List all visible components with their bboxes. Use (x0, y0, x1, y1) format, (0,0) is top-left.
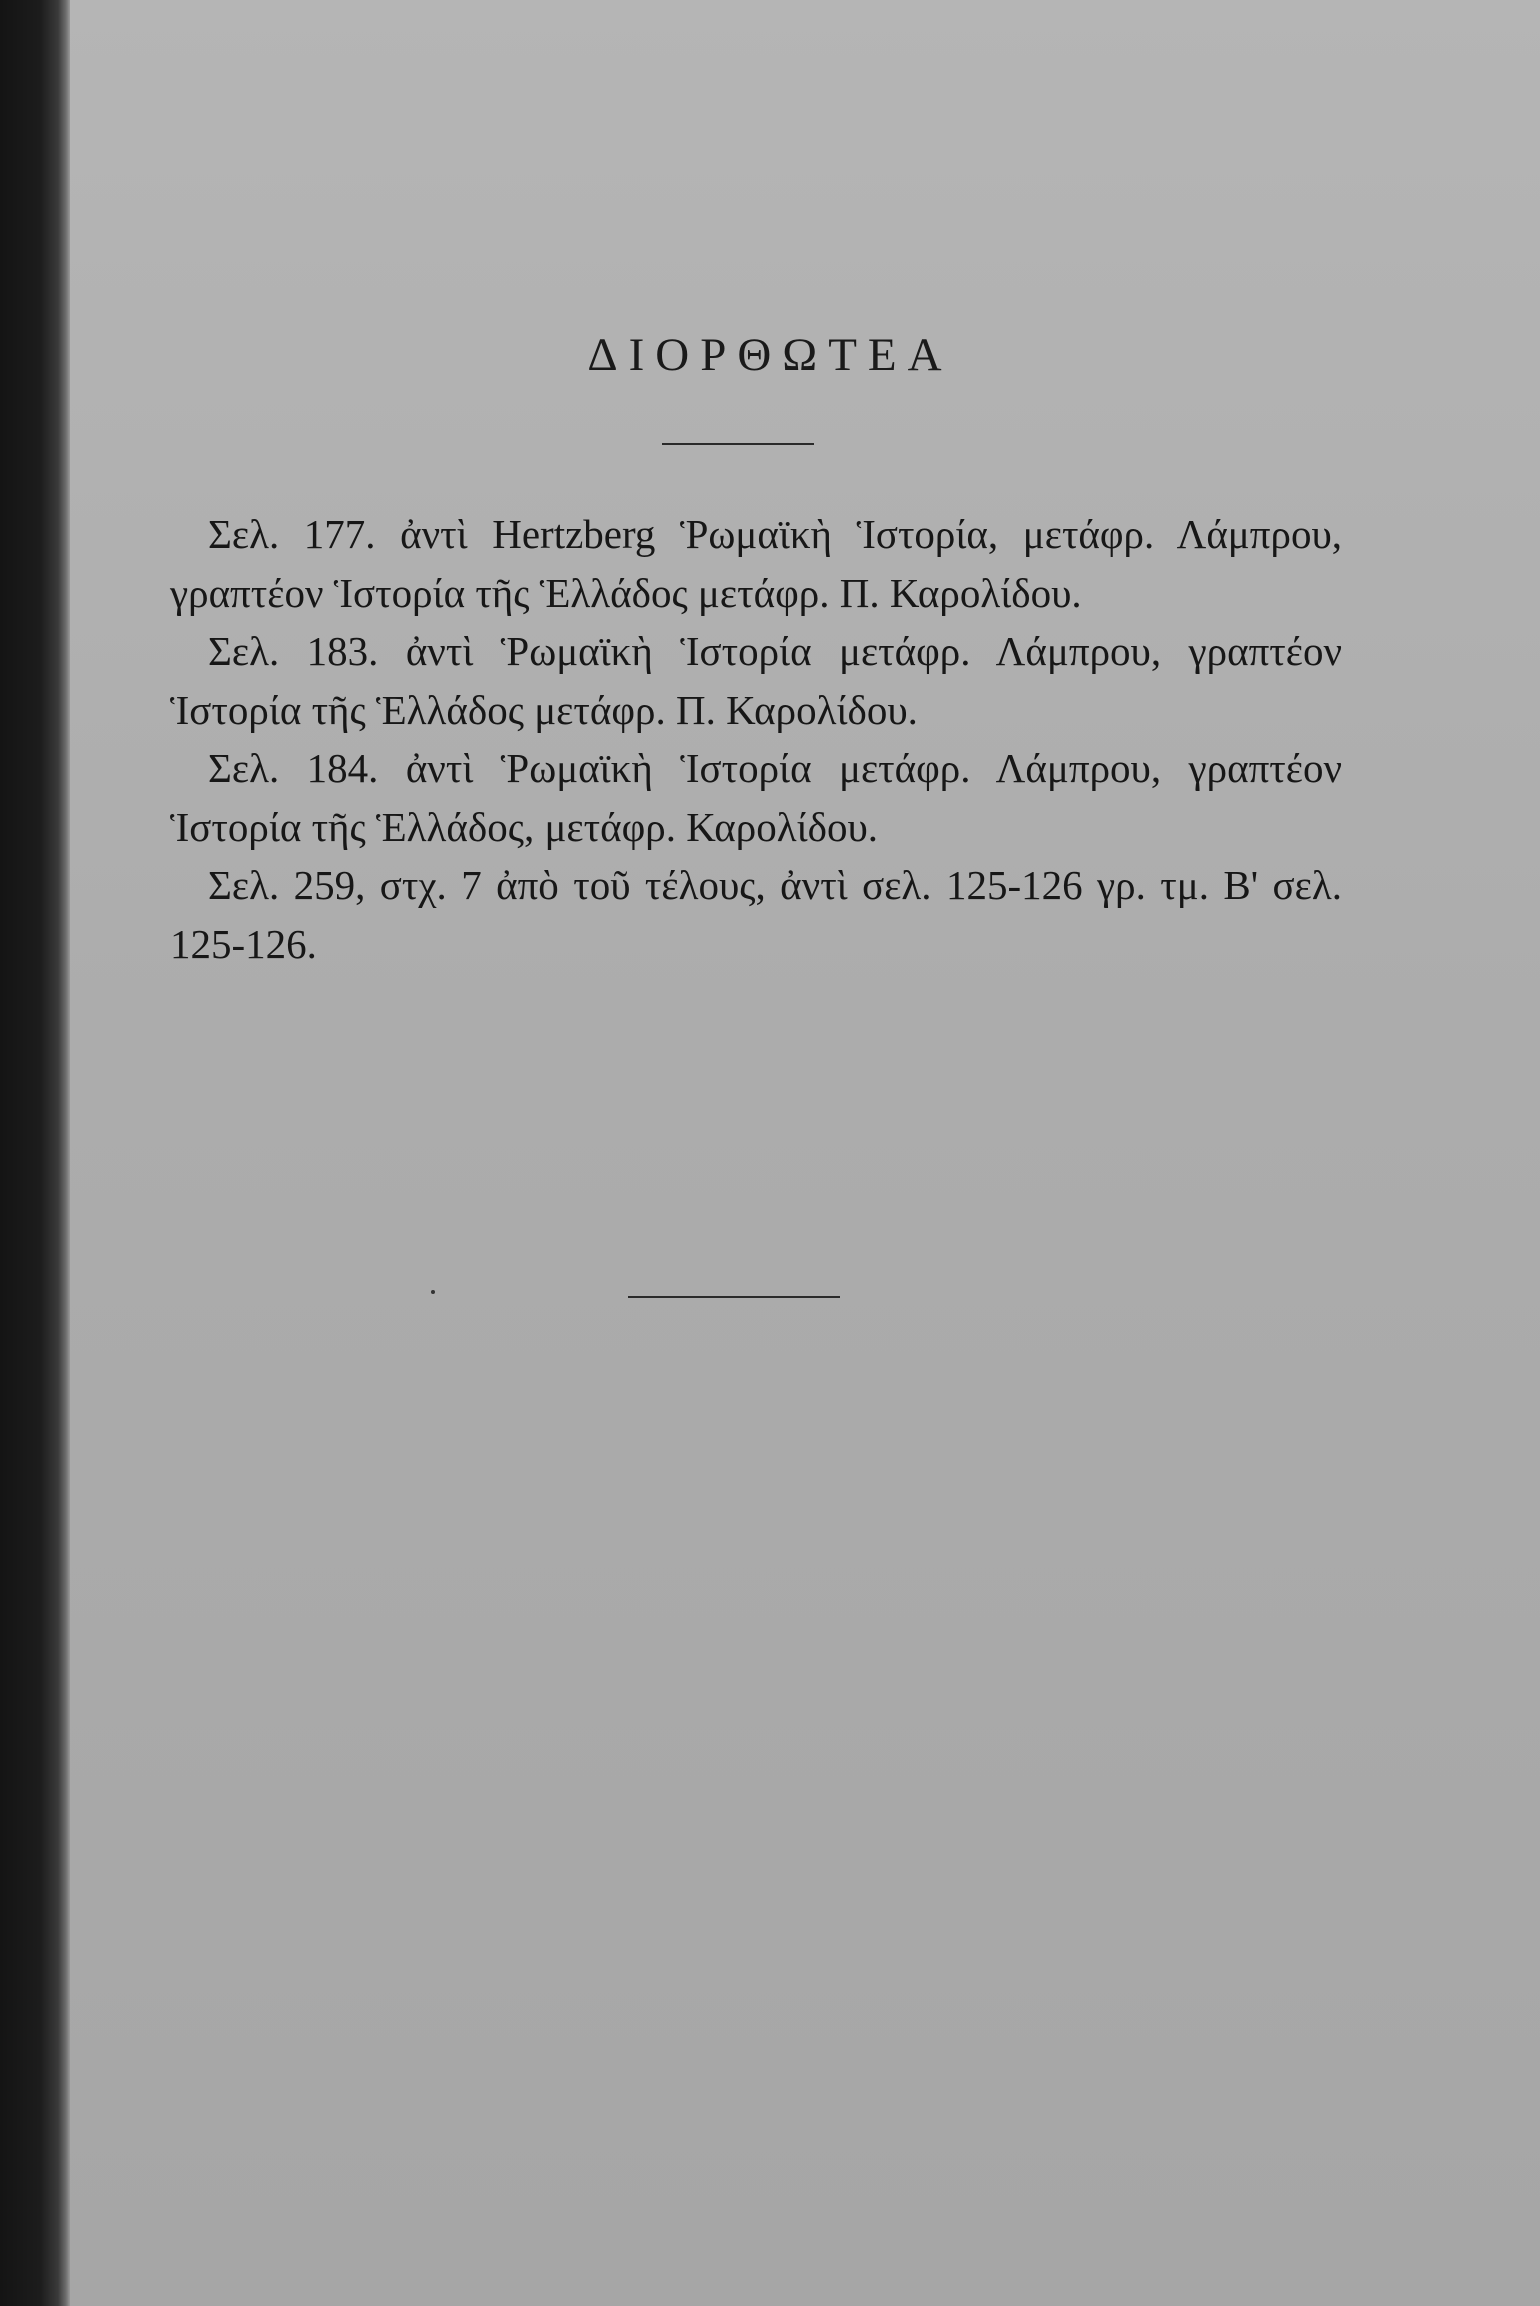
ink-speck (431, 1290, 435, 1294)
closing-divider (628, 1296, 840, 1298)
errata-list (170, 505, 1342, 973)
errata-entry: Σελ. 259, στχ. 7 ἀπὸ τοῦ τέλους, ἀντὶ σελ. 125-126 γρ. τμ. Β' σελ. 125-126. (170, 862, 1342, 967)
errata-entry: Σελ. 184. ἀντὶ Ῥωμαϊκὴ Ἱστορία μετάφρ. Λάμπρου, γραπτέον Ἱστορία τῆς Ἑλλάδος, μετάφρ. Καρολίδου. (170, 745, 1342, 850)
page-title: ΔΙΟΡΘΩΤΕΑ (587, 329, 953, 381)
errata-entry: Σελ. 177. ἀντὶ Hertzberg Ῥωμαϊκὴ Ἱστορία, μετάφρ. Λάμπρου, γραπτέον Ἱστορία τῆς Ἑλλάδος μετάφρ. Π. Καρολίδου. (170, 511, 1342, 616)
errata-entry: Σελ. 183. ἀντὶ Ῥωμαϊκὴ Ἱστορία μετάφρ. Λάμπρου, γραπτέον Ἱστορία τῆς Ἑλλάδος μετάφρ. Π. Καρολίδου. (170, 628, 1342, 733)
title-divider (662, 443, 814, 445)
